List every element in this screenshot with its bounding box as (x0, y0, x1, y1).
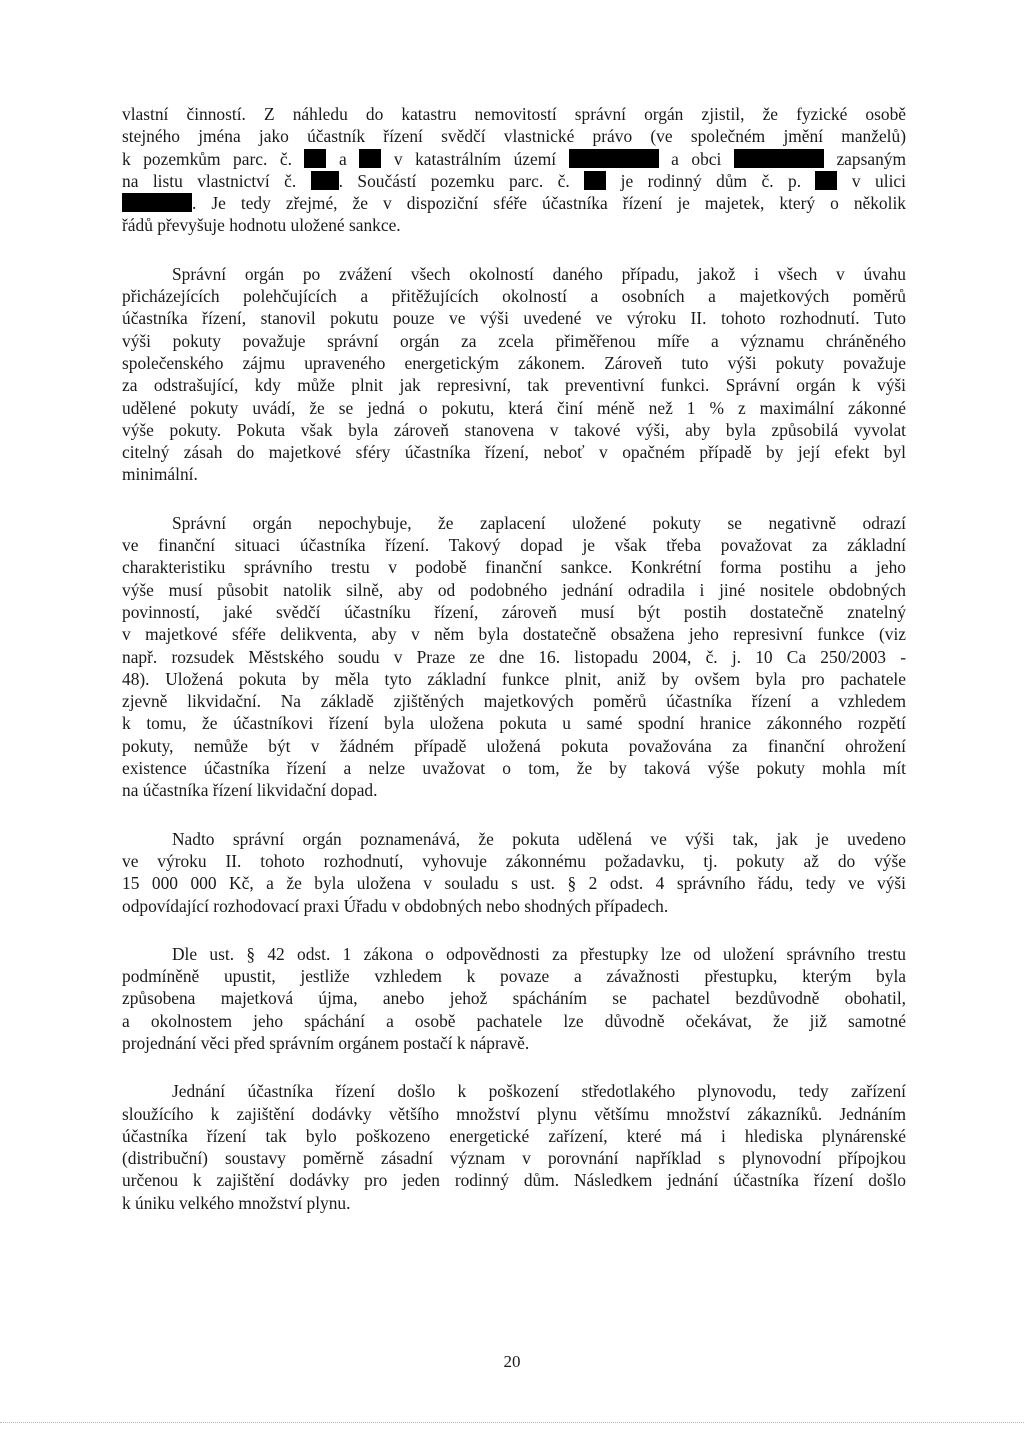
redaction-box (584, 171, 606, 190)
paragraph-4 (122, 828, 906, 917)
text-line: pokuty, nemůže být v žádném případě uložená pokuta považována za finanční ohrožení (122, 735, 906, 756)
text-line: v majetkové sféře delikventa, aby v něm byla dostatečně obsažena jeho represivní funkce (viz (122, 624, 906, 645)
text-line: ve finanční situaci účastníka řízení. Takový dopad je však třeba považovat za základní (122, 535, 906, 556)
text-line: charakteristiku správního trestu v podobě finanční sankce. Konkrétní forma postihu a jeho (122, 557, 906, 578)
text-fragment: a obci (671, 148, 722, 169)
redaction-box (359, 149, 381, 168)
text-fragment: na listu vlastnictví č. (122, 170, 297, 191)
paragraph-2 (122, 263, 906, 486)
text-line: k tomu, že účastníkovi řízení byla uložena pokuta u samé spodní hranice zákonného rozpětí (122, 713, 906, 734)
text-line: udělené pokuty uvádí, že se jedná o pokutu, která činí méně než 1 % z maximální zákonné (122, 397, 906, 418)
text-line: vlastní činností. Z náhledu do katastru nemovitostí správní orgán zjistil, že fyzické osobě (122, 104, 906, 124)
text-line: zjevně likvidační. Na základě zjištěných majetkových poměrů účastníka řízení a vzhledem (122, 691, 906, 712)
text-line-with-redactions (122, 192, 906, 214)
text-line: společenského zájmu upraveného energetickým zákonem. Zároveň tuto výši pokuty považuje (122, 352, 906, 373)
text-line: sloužícího k zajištění dodávky většího množství plynu většímu množství zákazníků. Jednáním (122, 1103, 906, 1124)
text-line: na účastníka řízení likvidační dopad. (122, 780, 378, 801)
text-line: řádů převyšuje hodnotu uložené sankce. (122, 215, 401, 236)
text-fragment: je rodinný dům č. p. (620, 170, 802, 191)
paragraph-5 (122, 943, 906, 1054)
text-line: např. rozsudek Městského soudu v Praze ze dne 16. listopadu 2004, č. j. 10 Ca 250/2003 - (122, 646, 906, 667)
text-line: přicházejících polehčujících a přitěžujících okolností a osobních a majetkových poměrů (122, 286, 906, 307)
text-line: k úniku velkého množství plynu. (122, 1192, 351, 1213)
page-number: 20 (503, 1352, 521, 1371)
text-line: podmíněně upustit, jestliže vzhledem k povaze a závažnosti přestupku, kterým byla (122, 966, 906, 987)
text-line: Jednání účastníka řízení došlo k poškození středotlakého plynovodu, tedy zařízení (172, 1081, 906, 1102)
text-line: účastníka řízení tak bylo poškozeno energetické zařízení, které má i hlediska plynárenské (122, 1125, 906, 1146)
text-line: projednání věci před správním orgánem postačí k nápravě. (122, 1032, 530, 1053)
text-line: výši pokuty považuje správní orgán za zcela přiměřenou míře a významu chráněného (122, 330, 906, 351)
document-body (122, 103, 906, 1235)
text-line: 15 000 000 Kč, a že byla uložena v souladu s ust. § 2 odst. 4 správního řádu, tedy ve výši (122, 873, 906, 894)
text-line: minimální. (122, 464, 198, 485)
text-line: výše pokuty. Pokuta však byla zároveň stanovena v takové výši, aby byla způsobilá vyvolat (122, 419, 906, 440)
text-fragment: k pozemkům parc. č. (122, 148, 292, 169)
text-line: (distribuční) soustavy poměrně zásadní význam v porovnání například s plynovodní přípojkou (122, 1148, 906, 1169)
text-line: výše musí působit natolik silně, aby od podobného jednání odradila i jiné nositele obdobných (122, 579, 906, 600)
text-fragment: v katastrálním území (393, 148, 557, 169)
text-fragment: zapsaným (836, 148, 906, 169)
text-line: existence účastníka řízení a nelze uvažovat o tom, že by taková výše pokuty mohla mít (122, 758, 906, 779)
text-line: Nadto správní orgán poznamenává, že pokuta udělená ve výši tak, jak je uvedeno (172, 828, 906, 849)
redaction-box (569, 149, 659, 168)
text-line: účastníka řízení, stanovil pokutu pouze ve výši uvedené ve výroku II. tohoto rozhodnutí. Tuto (122, 308, 906, 329)
text-line-with-redactions (122, 148, 906, 170)
text-fragment: a (339, 148, 347, 169)
text-fragment: . Je tedy zřejmé, že v dispoziční sféře účastníka řízení je majetek, který o několik (192, 193, 906, 214)
text-line: Dle ust. § 42 odst. 1 zákona o odpovědnosti za přestupky lze od uložení správního trestu (172, 943, 906, 964)
text-line: citelný zásah do majetkové sféry účastníka řízení, neboť v opačném případě by její efekt byl (122, 442, 906, 463)
paragraph-3 (122, 512, 906, 802)
redaction-box (734, 149, 824, 168)
text-line: ve výroku II. tohoto rozhodnutí, vyhovuje zákonnému požadavku, tj. pokuty až do výše (122, 850, 906, 871)
text-line: odpovídající rozhodovací praxi Úřadu v obdobných nebo shodných případech. (122, 895, 669, 916)
scan-artifact-divider (0, 1422, 1024, 1424)
text-line: Správní orgán nepochybuje, že zaplacení uložené pokuty se negativně odrazí (172, 512, 906, 533)
text-line: za odstrašující, kdy může plnit jak represivní, tak preventivní funkci. Správní orgán k výši (122, 375, 906, 396)
text-fragment: . Součástí pozemku parc. č. (338, 170, 570, 191)
text-line: Správní orgán po zvážení všech okolností daného případu, jakož i všech v úvahu (172, 263, 906, 284)
redaction-box (815, 171, 837, 190)
redaction-box (304, 149, 326, 168)
text-line: stejného jména jako účastník řízení svědčí vlastnické právo (ve společném jmění manželů) (122, 126, 906, 147)
paragraph-1 (122, 103, 906, 237)
text-line: způsobena majetková újma, anebo jehož spácháním se pachatel bezdůvodně obohatil, (122, 988, 906, 1009)
text-line: určenou k zajištění dodávky pro jeden rodinný dům. Následkem jednání účastníka řízení došlo (122, 1170, 906, 1191)
text-line: a okolnostem jeho spáchání a osobě pachatele lze důvodně očekávat, že již samotné (122, 1010, 906, 1031)
redaction-box (122, 193, 192, 212)
text-line: 48). Uložená pokuta by měla tyto základní funkce plnit, aniž by ovšem byla pro pachatele (122, 668, 906, 689)
paragraph-6 (122, 1080, 906, 1214)
text-line-with-redactions (122, 170, 906, 192)
redaction-box (311, 171, 339, 190)
text-fragment: v ulici (851, 170, 906, 191)
text-line: povinností, jaké svědčí účastníku řízení, zároveň musí být postih dostatečně znatelný (122, 601, 906, 622)
